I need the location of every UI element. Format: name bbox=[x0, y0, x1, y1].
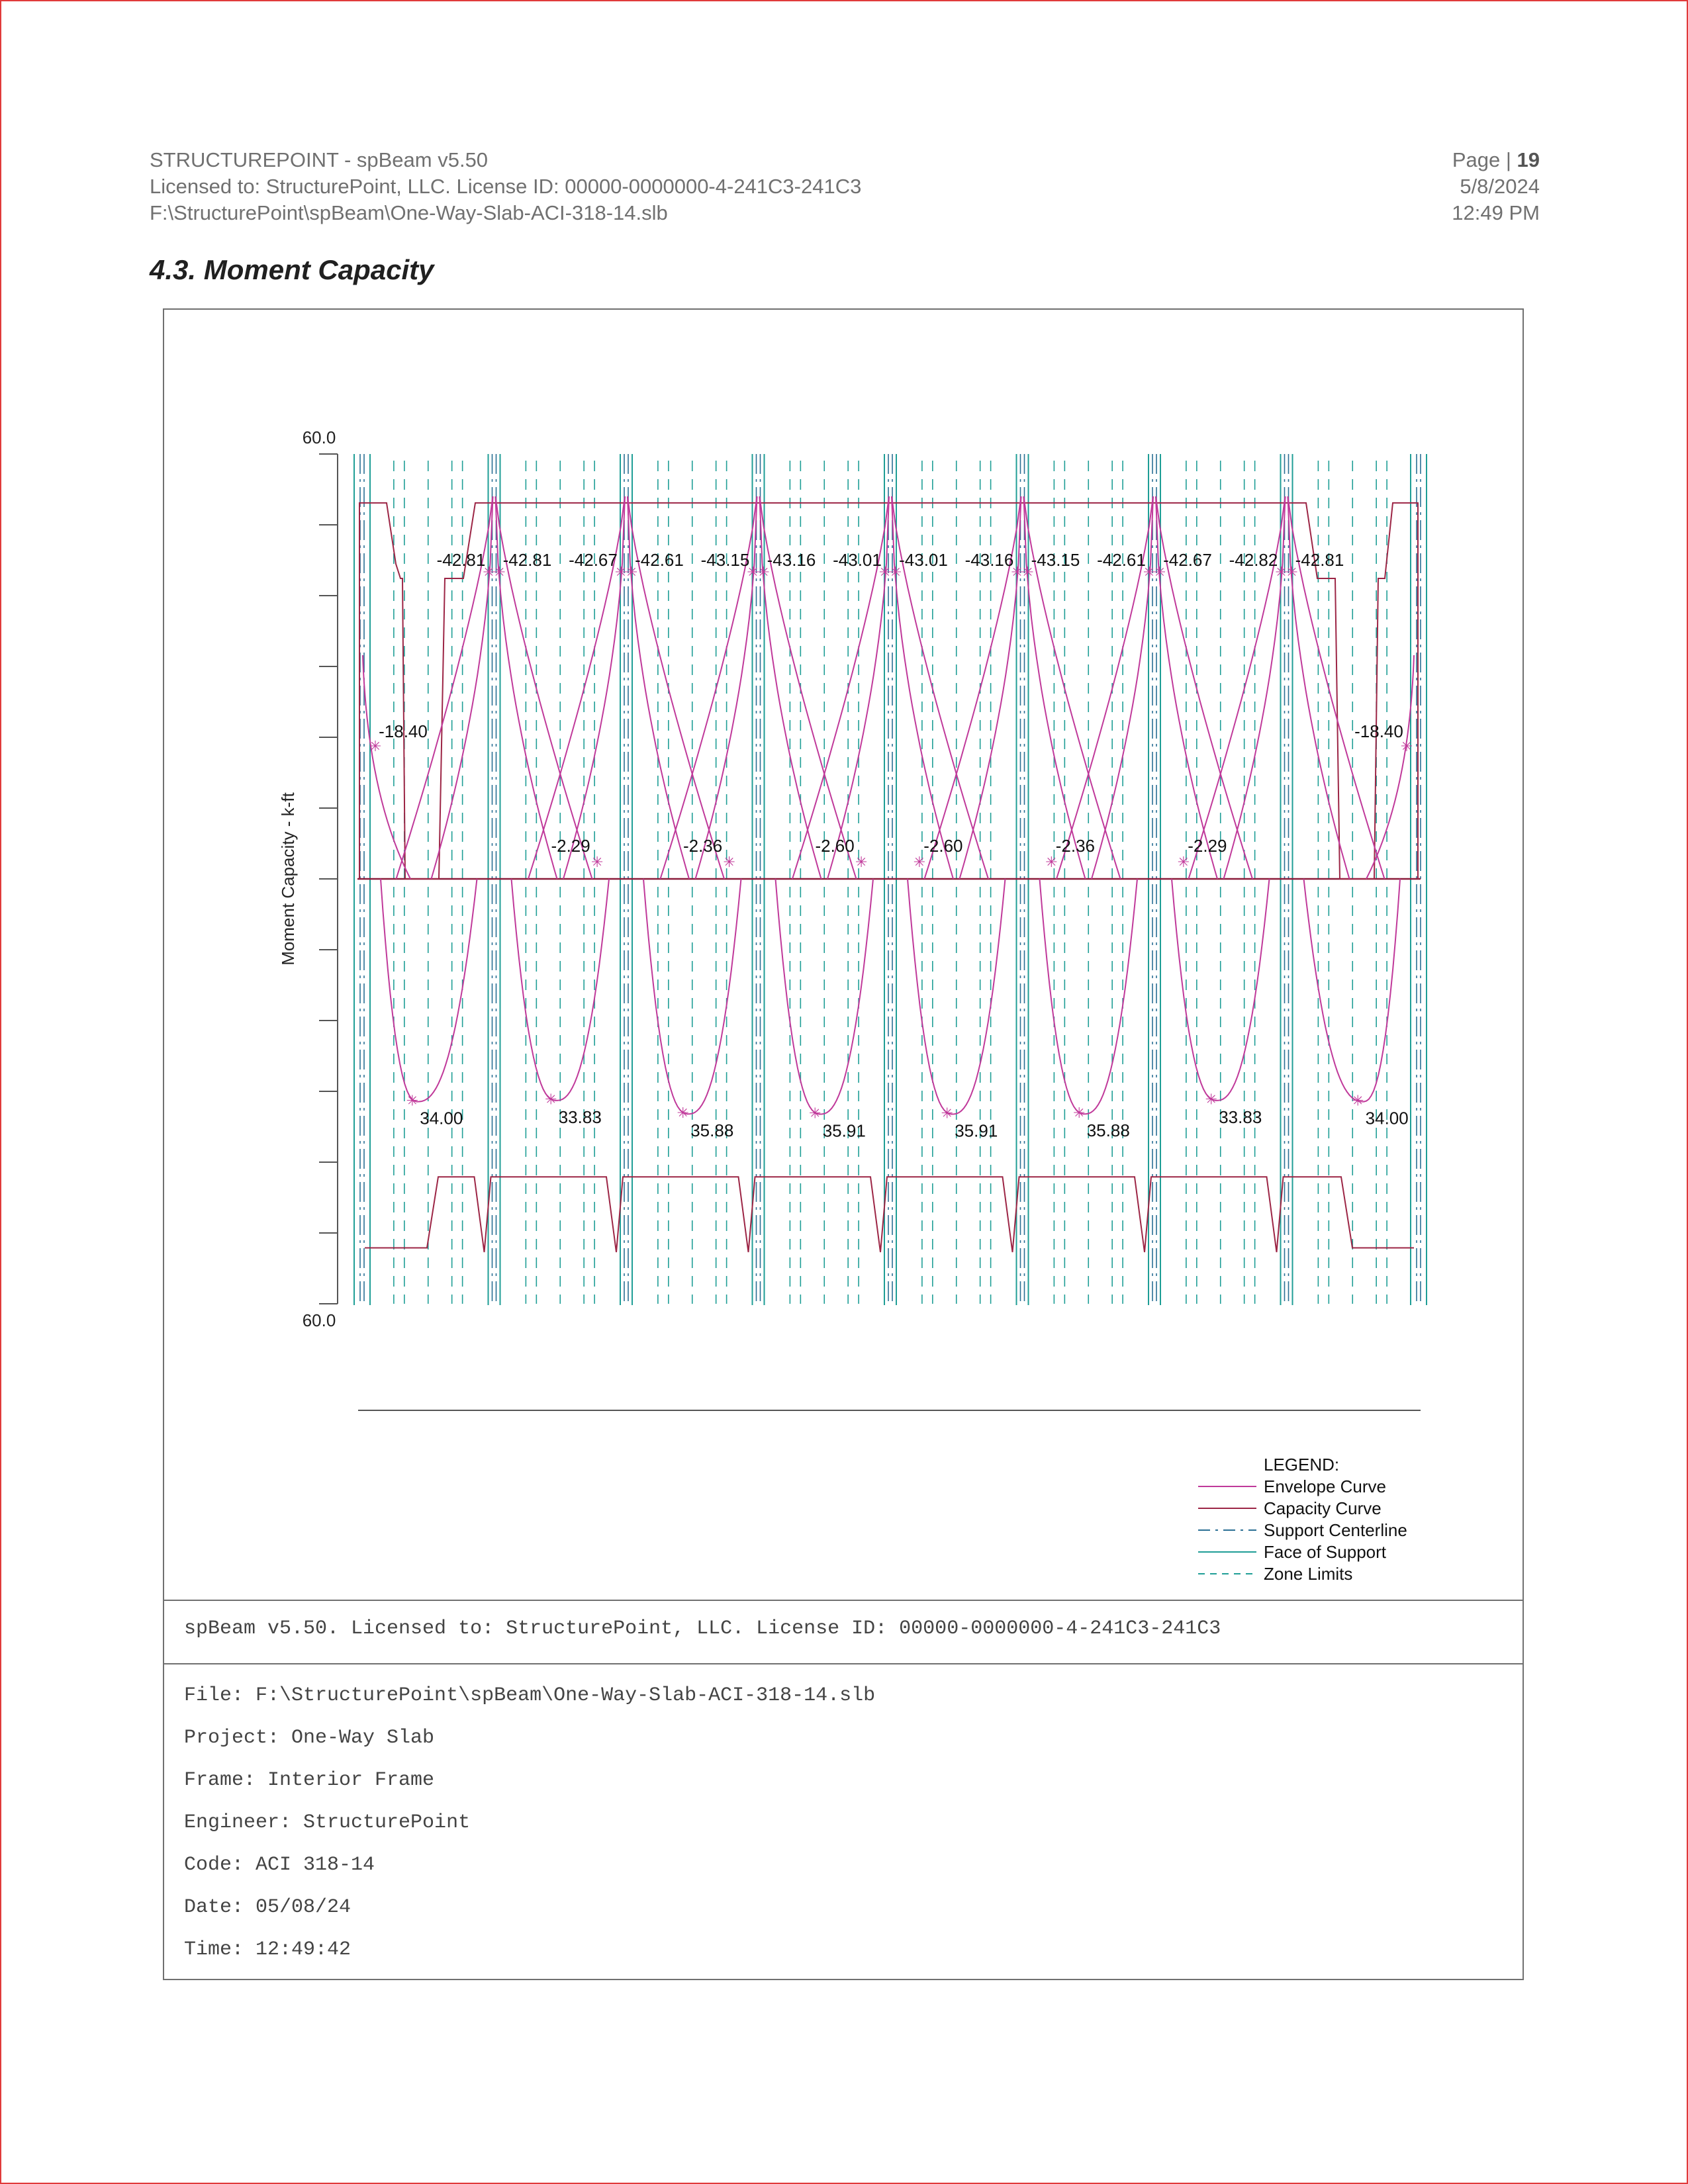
support-moment-marker: ✳ bbox=[1011, 563, 1023, 580]
midspan-moment-label: -2.36 bbox=[1055, 836, 1096, 856]
max-point-marker: ✳ bbox=[545, 1091, 557, 1108]
info-project: Project: One-Way Slab bbox=[184, 1727, 435, 1749]
midspan-moment-marker: ✳ bbox=[855, 853, 868, 870]
support-moment-marker: ✳ bbox=[747, 563, 759, 580]
project-info bbox=[184, 1682, 875, 1979]
negative-moment-label: -43.15 bbox=[700, 550, 750, 570]
info-frame: Frame: Interior Frame bbox=[184, 1769, 435, 1792]
max-point-marker: ✳ bbox=[809, 1105, 821, 1122]
positive-moment-label: 34.00 bbox=[1365, 1108, 1409, 1128]
midspan-moment-marker: ✳ bbox=[590, 853, 604, 870]
support-moment-marker: ✳ bbox=[1286, 563, 1298, 580]
support-moment-marker: ✳ bbox=[369, 737, 382, 754]
negative-moment-label: -43.16 bbox=[767, 550, 816, 570]
header-date: 5/8/2024 bbox=[1460, 175, 1540, 198]
y-axis-title: Moment Capacity - k-ft bbox=[278, 792, 298, 966]
negative-moment-label: -42.61 bbox=[635, 550, 684, 570]
support-moment-marker: ✳ bbox=[1400, 737, 1413, 754]
support-moment-marker: ✳ bbox=[878, 563, 892, 580]
positive-moment-label: 33.83 bbox=[1219, 1107, 1262, 1127]
support-moment-marker: ✳ bbox=[483, 563, 495, 580]
negative-moment-label: -42.81 bbox=[436, 550, 486, 570]
header-time: 12:49 PM bbox=[1452, 201, 1540, 224]
positive-moment-label: 35.91 bbox=[955, 1120, 998, 1141]
midspan-moment-label: -2.29 bbox=[1188, 836, 1227, 856]
y-axis-min-label: 60.0 bbox=[302, 1310, 336, 1330]
legend-item-label: Support Centerline bbox=[1264, 1520, 1407, 1540]
info-engineer: Engineer: StructurePoint bbox=[184, 1811, 471, 1834]
negative-moment-label: -42.81 bbox=[502, 550, 552, 570]
header-license: Licensed to: StructurePoint, LLC. License ID: 00000-0000000-4-241C3-241C3 bbox=[150, 175, 862, 198]
max-point-marker: ✳ bbox=[1351, 1092, 1364, 1109]
midspan-moment-label: -2.60 bbox=[923, 836, 963, 856]
info-time: Time: 12:49:42 bbox=[184, 1938, 352, 1961]
support-moment-marker: ✳ bbox=[1153, 563, 1166, 580]
positive-moment-label: 35.91 bbox=[822, 1120, 866, 1141]
support-moment-marker: ✳ bbox=[625, 563, 638, 580]
negative-moment-label: -42.81 bbox=[1295, 550, 1344, 570]
legend-item-label: Envelope Curve bbox=[1264, 1477, 1386, 1496]
header-file-path: F:\StructurePoint\spBeam\One-Way-Slab-ACI-318-14.slb bbox=[150, 201, 668, 224]
negative-moment-label: -43.01 bbox=[899, 550, 948, 570]
page-number: Page | 19 bbox=[1452, 148, 1540, 171]
negative-moment-label: -42.67 bbox=[569, 550, 618, 570]
max-point-marker: ✳ bbox=[941, 1105, 953, 1122]
info-date: Date: 05/08/24 bbox=[184, 1896, 352, 1919]
midspan-moment-label: -2.29 bbox=[551, 836, 590, 856]
midspan-moment-label: -2.60 bbox=[815, 836, 855, 856]
negative-moment-label: -18.40 bbox=[1354, 721, 1403, 741]
negative-moment-label: -42.67 bbox=[1163, 550, 1212, 570]
max-point-marker: ✳ bbox=[677, 1105, 689, 1122]
negative-moment-label: -43.01 bbox=[833, 550, 882, 570]
info-code: Code: ACI 318-14 bbox=[184, 1854, 375, 1876]
midspan-moment-marker: ✳ bbox=[913, 853, 926, 870]
support-moment-marker: ✳ bbox=[1143, 563, 1156, 580]
negative-moment-label: -42.61 bbox=[1097, 550, 1146, 570]
midspan-moment-marker: ✳ bbox=[723, 853, 735, 870]
max-point-marker: ✳ bbox=[406, 1092, 419, 1109]
positive-moment-label: 34.00 bbox=[420, 1108, 463, 1128]
support-moment-marker: ✳ bbox=[1021, 563, 1034, 580]
negative-moment-label: -42.82 bbox=[1229, 550, 1278, 570]
legend-item-label: Face of Support bbox=[1264, 1542, 1386, 1562]
support-moment-marker: ✳ bbox=[614, 563, 628, 580]
legend-item-label: Zone Limits bbox=[1264, 1564, 1353, 1584]
positive-moment-label: 35.88 bbox=[690, 1120, 734, 1141]
legend-title: LEGEND: bbox=[1264, 1455, 1340, 1475]
info-file: File: F:\StructurePoint\spBeam\One-Way-Slab-ACI-318-14.slb bbox=[184, 1684, 876, 1707]
midspan-moment-marker: ✳ bbox=[1045, 853, 1058, 870]
midspan-moment-label: -2.36 bbox=[682, 836, 723, 856]
header-software: STRUCTUREPOINT - spBeam v5.50 bbox=[150, 148, 489, 171]
positive-moment-label: 35.88 bbox=[1086, 1120, 1130, 1141]
license-line: spBeam v5.50. Licensed to: StructurePoint, LLC. License ID: 00000-0000000-4-241C3-241C3 bbox=[184, 1617, 1221, 1640]
midspan-moment-marker: ✳ bbox=[1177, 853, 1190, 870]
frame-divider bbox=[163, 1663, 1524, 1664]
positive-moment-label: 33.83 bbox=[558, 1107, 602, 1127]
support-moment-marker: ✳ bbox=[889, 563, 902, 580]
negative-moment-label: -43.16 bbox=[964, 550, 1014, 570]
negative-moment-label: -18.40 bbox=[379, 721, 428, 741]
support-moment-marker: ✳ bbox=[757, 563, 770, 580]
negative-moment-label: -43.15 bbox=[1031, 550, 1080, 570]
legend-item-label: Capacity Curve bbox=[1264, 1498, 1382, 1518]
page-header-left bbox=[150, 147, 861, 226]
support-moment-marker: ✳ bbox=[1275, 563, 1288, 580]
max-point-marker: ✳ bbox=[1073, 1105, 1086, 1122]
max-point-marker: ✳ bbox=[1205, 1091, 1217, 1108]
page-header-right bbox=[1452, 147, 1540, 226]
frame-divider bbox=[163, 1600, 1524, 1601]
y-axis-max-label: 60.0 bbox=[302, 428, 336, 447]
section-title: 4.3. Moment Capacity bbox=[150, 254, 434, 285]
support-moment-marker: ✳ bbox=[493, 563, 506, 580]
